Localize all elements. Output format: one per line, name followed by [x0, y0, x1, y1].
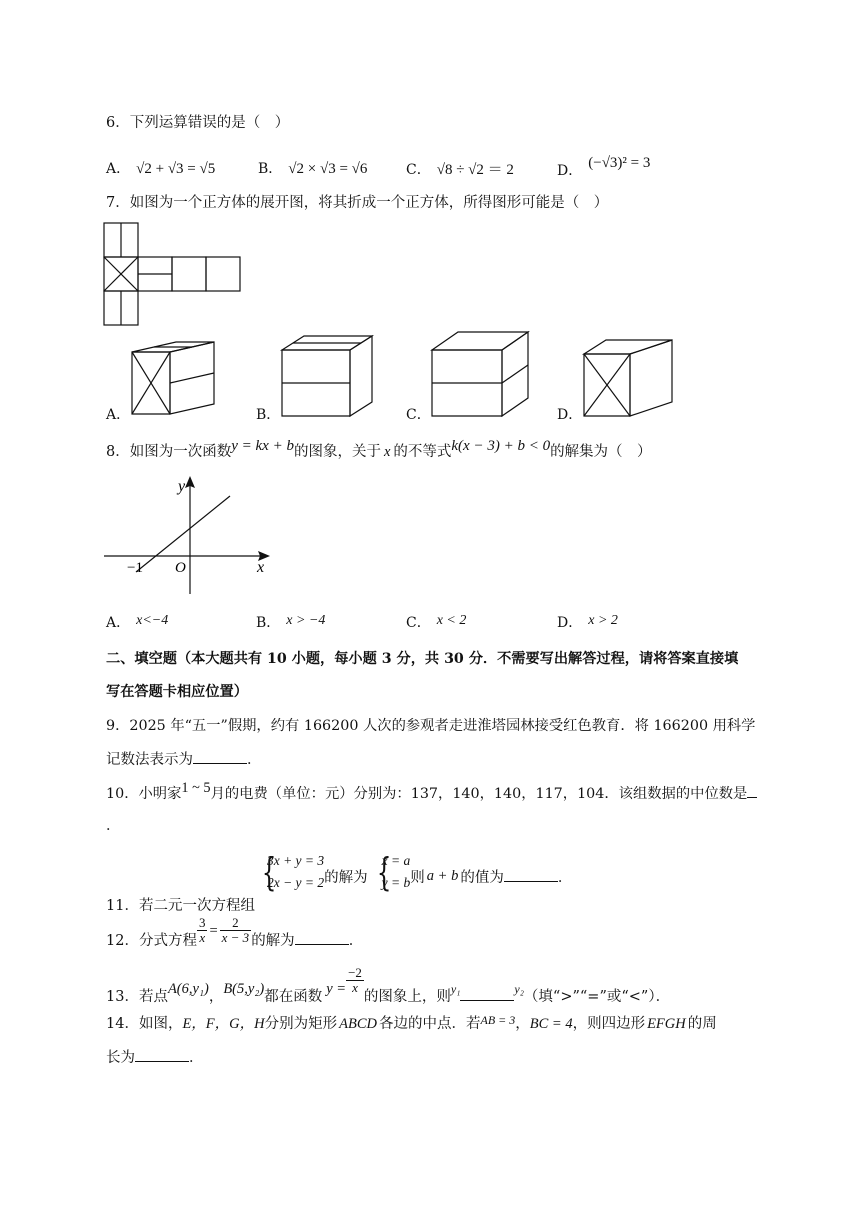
q12-end: ．	[348, 932, 364, 949]
q12-rhs-num: 2	[220, 916, 252, 931]
q6-option-b-expr: √2 × √3 = √6	[288, 161, 368, 177]
q12-answer-blank[interactable]	[295, 943, 349, 945]
q8-option-a[interactable]	[106, 612, 168, 632]
q6-option-d-expr: (−√3)² = 3	[588, 155, 651, 171]
q14-rect: ABCD	[339, 1016, 377, 1032]
q11-eq1: { 3x + y = 3	[266, 853, 325, 868]
q14-line2	[106, 1046, 204, 1067]
q11-answer-blank[interactable]	[504, 880, 558, 882]
q8-option-b-label: B．	[256, 615, 281, 631]
q11-eq2: 2x − y = 2	[266, 875, 325, 890]
q11-end: ．	[557, 870, 573, 886]
q8-stem-mid2: 的不等式	[393, 444, 452, 460]
q9-line2-suffix: ．	[247, 752, 262, 768]
q6-option-b[interactable]	[258, 158, 367, 178]
q8-option-b[interactable]	[256, 612, 325, 632]
q14-suffix: 的周	[687, 1016, 717, 1032]
q13-answer-blank[interactable]	[460, 999, 514, 1001]
q7-option-b-cube[interactable]	[278, 334, 376, 418]
q8-option-d-label: D．	[557, 615, 583, 631]
q10-answer-blank[interactable]	[747, 797, 757, 798]
q13-prefix: 13．若点	[106, 988, 168, 1005]
q7-option-d-cube[interactable]	[580, 338, 676, 418]
q14-mid: 分别为矩形	[264, 1016, 338, 1032]
q8-option-a-expr: x<−4	[136, 613, 169, 628]
q14-points: E，F，G，H	[182, 1016, 265, 1032]
q6-option-a-label: A．	[106, 161, 131, 177]
q6-option-d-label: D．	[557, 163, 583, 179]
q14-ab: AB = 3	[480, 1013, 516, 1027]
q9-line2-prefix: 记数法表示为	[106, 752, 193, 768]
q11-prefix: 11．若二元一次方程组	[106, 898, 255, 914]
q14-line2-prefix: 长为	[106, 1050, 135, 1066]
q12-suffix: 的解为	[251, 932, 295, 949]
q6-option-d[interactable]	[557, 152, 651, 179]
q11-then: 则	[410, 870, 425, 886]
q8-stem-prefix: 8．如图为一次函数	[106, 444, 232, 460]
q14-line1	[106, 1012, 717, 1033]
q12-lhs-num: 3	[198, 915, 206, 930]
q14-comma: ，	[515, 1016, 530, 1032]
q8-stem-mid1: 的图象，关于	[293, 444, 381, 460]
q8-ineq: k(x − 3) + b < 0	[451, 438, 551, 454]
q14-mid3: ，则四边形	[572, 1016, 646, 1032]
q8-stem	[106, 440, 652, 461]
q8-option-a-label: A．	[106, 615, 131, 631]
q12-prefix: 12．分式方程	[106, 932, 197, 949]
q10-end: ．	[106, 818, 121, 834]
q7-option-c-label[interactable]: C．	[406, 407, 431, 423]
q12-eq: =	[209, 922, 218, 939]
q6-stem: 6．下列运算错误的是（ ）	[106, 115, 290, 131]
q6-option-c-label: C．	[406, 162, 431, 178]
q7-option-a-label[interactable]: A．	[106, 407, 131, 423]
q6-option-b-label: B．	[258, 161, 283, 177]
q13-func-fraction	[346, 966, 364, 995]
graph-tick-label: −1	[127, 560, 143, 576]
q7-cube-net	[100, 220, 245, 328]
section2-heading-line2: 写在答题卡相应位置）	[106, 684, 248, 700]
section2-heading-line1: 二、填空题（本大题共有 10 小题，每小题 3 分，共 30 分．不需要写出解答过程，请将答案直接填	[106, 651, 739, 667]
q13-point-b: B(5,y₂)	[223, 980, 265, 997]
q11-expr: a + b	[426, 868, 459, 884]
q6-option-a-expr: √2 + √3 = √5	[136, 161, 216, 177]
q7-option-c-cube[interactable]	[428, 330, 532, 420]
q13-line	[106, 958, 671, 1005]
q14-line2-suffix: ．	[189, 1050, 204, 1066]
q8-linear-graph	[100, 474, 275, 602]
q8-option-b-expr: x > −4	[286, 613, 326, 628]
q9-line2	[106, 748, 262, 769]
q10-line1	[106, 780, 757, 803]
q8-func: y = kx + b	[231, 438, 294, 454]
q7-option-a-cube[interactable]	[128, 340, 218, 418]
q11-mid: 的解为	[324, 870, 368, 886]
q11-system	[259, 850, 324, 894]
q11-solution	[374, 850, 411, 894]
q12-line	[106, 915, 364, 949]
q13-mid2: 的图象上，则	[363, 988, 451, 1005]
q13-func-num: −2	[348, 965, 362, 980]
q13-sep: ，	[208, 988, 224, 1005]
q13-y1: y₁	[450, 981, 461, 996]
q11-line	[106, 850, 573, 914]
q8-option-d[interactable]	[557, 612, 618, 632]
q7-option-d-label[interactable]: D．	[557, 407, 583, 423]
q9-answer-blank[interactable]	[193, 762, 247, 764]
q8-option-c-label: C．	[406, 615, 431, 631]
q12-rhs-fraction	[220, 916, 252, 945]
q13-func-den: x	[352, 980, 358, 995]
q14-quad: EFGH	[647, 1016, 686, 1032]
q12-lhs-den: x	[199, 930, 206, 945]
q10-suffix: 月的电费（单位：元）分别为：137，140，140，117，104．该组数据的中位数是	[210, 786, 748, 802]
q6-option-c[interactable]	[406, 158, 514, 179]
q9-line1: 9．2025 年“五一”假期，约有 166200 人次的参观者走进淮塔园林接受红色教育．将 166200 用科学	[106, 718, 756, 734]
q13-mid: 都在函数	[264, 988, 323, 1005]
q8-option-c[interactable]	[406, 612, 466, 632]
graph-y-label: y	[178, 478, 186, 495]
q14-answer-blank[interactable]	[135, 1060, 189, 1062]
q8-option-d-expr: x > 2	[588, 613, 618, 628]
q14-mid2: 各边的中点．若	[378, 1016, 481, 1032]
q10-range: 1 ~ 5	[181, 780, 211, 796]
q6-option-a[interactable]	[106, 158, 215, 178]
q14-prefix: 14．如图，	[106, 1016, 183, 1032]
graph-x-label: x	[257, 559, 265, 576]
q8-var: x	[383, 444, 391, 460]
q14-bc: BC = 4	[529, 1016, 573, 1032]
q11-suffix: 的值为	[460, 870, 504, 886]
q6-option-c-expr: √8 ÷ √2 ＝ 2	[436, 162, 514, 178]
q13-point-a: A(6,y₁)	[167, 980, 209, 997]
q8-option-c-expr: x < 2	[436, 613, 467, 628]
q10-prefix: 10．小明家	[106, 786, 182, 802]
q8-stem-suffix: 的解集为（ ）	[550, 444, 652, 460]
q12-rhs-den: x − 3	[221, 930, 250, 945]
q7-stem: 7．如图为一个正方体的展开图，将其折成一个正方体，所得图形可能是（ ）	[106, 195, 609, 211]
q11-sol2: y = b	[381, 875, 411, 890]
q7-option-b-label[interactable]: B．	[256, 407, 281, 423]
graph-origin-label: O	[175, 560, 186, 576]
q12-lhs-fraction	[197, 916, 208, 945]
q13-func-lhs: y =	[326, 980, 347, 997]
q11-sol1: { x = a	[381, 853, 411, 868]
q13-y2: y₂	[514, 981, 524, 996]
q13-hint: （填“>”“=”或“<”）．	[523, 988, 671, 1005]
